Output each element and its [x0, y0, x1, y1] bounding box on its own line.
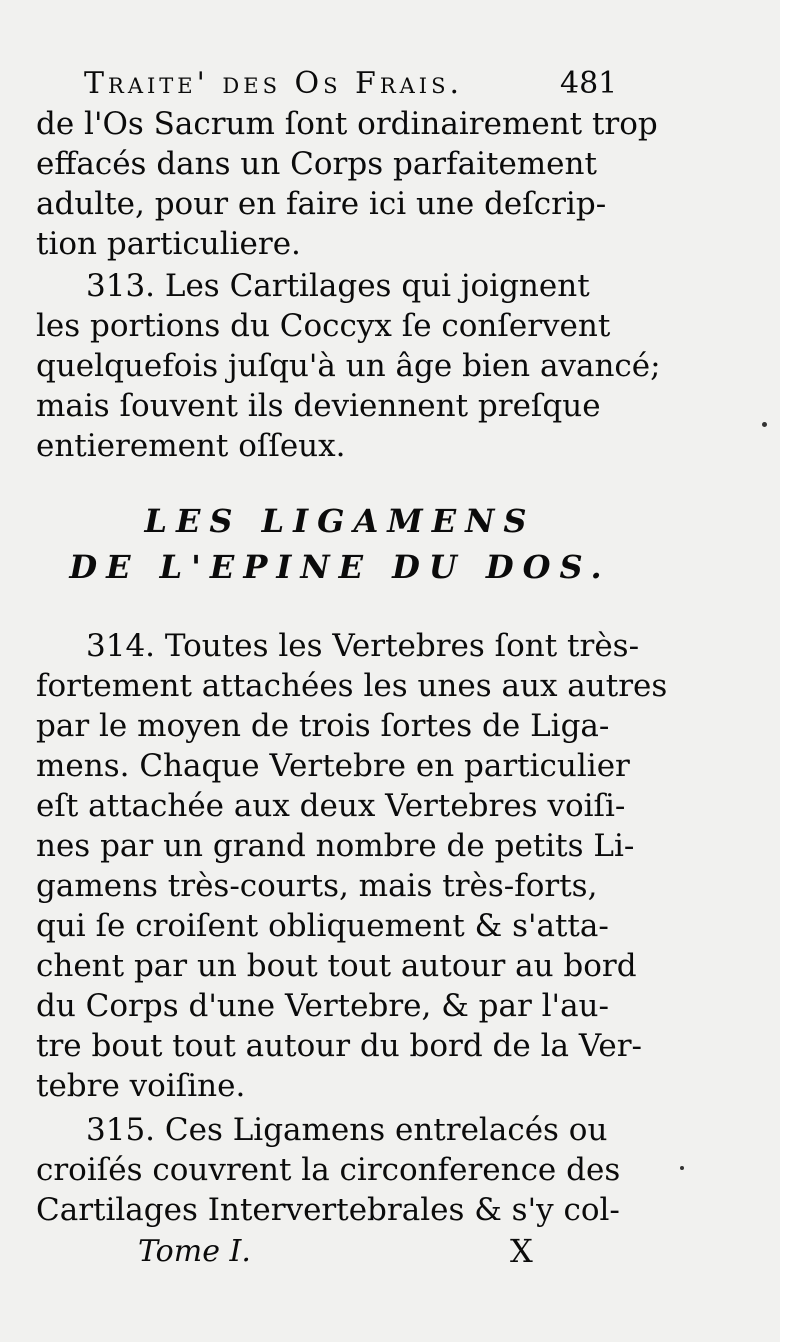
text-line: du Corps d'une Vertebre, & par l'au- — [36, 988, 610, 1024]
text-line: tebre voiſine. — [36, 1068, 246, 1104]
text-line: fortement attachées les unes aux autres — [36, 668, 668, 704]
paragraph-314 — [36, 626, 668, 1106]
text-line: adulte, pour en faire ici une deſcrip- — [36, 186, 607, 222]
text-line: par le moyen de trois ſortes de Liga- — [36, 708, 610, 744]
text-line: effacés dans un Corps parfaitement — [36, 146, 597, 182]
text-line: les portions du Coccyx ſe conſervent — [36, 308, 611, 344]
signature-mark: X — [510, 1232, 533, 1270]
text-line: chent par un bout tout autour au bord — [36, 948, 637, 984]
section-heading-line-1: LES LIGAMENS — [144, 502, 536, 540]
text-line: eſt attachée aux deux Vertebres voiſi- — [36, 788, 626, 824]
paragraph-312-end — [36, 104, 658, 264]
ink-speck — [762, 422, 767, 427]
text-line: qui ſe croiſent obliquement & s'atta- — [36, 908, 609, 944]
paragraph-315 — [36, 1110, 636, 1230]
text-line: tre bout tout autour du bord de la Ver- — [36, 1028, 643, 1064]
text-line: nes par un grand nombre de petits Li- — [36, 828, 635, 864]
running-head: Traite' des Os Frais. — [84, 66, 464, 101]
page-edge — [780, 0, 790, 1342]
text-line: entierement oſſeux. — [36, 428, 346, 464]
text-line: 313. Les Cartilages qui joignent — [86, 268, 590, 304]
page-number: 481 — [560, 66, 618, 101]
text-line: mais ſouvent ils deviennent preſque — [36, 388, 601, 424]
text-line: de l'Os Sacrum ſont ordinairement trop — [36, 106, 658, 142]
paragraph-313 — [36, 266, 661, 466]
ink-speck — [680, 1166, 684, 1170]
text-line: 314. Toutes les Vertebres ſont très- — [86, 628, 640, 664]
text-line: mens. Chaque Vertebre en particulier — [36, 748, 630, 784]
text-line: 315. Ces Ligamens entrelacés ou — [86, 1112, 608, 1148]
text-line: gamens très-courts, mais très-forts, — [36, 868, 598, 904]
section-heading-line-2: DE L'EPINE DU DOS. — [69, 548, 611, 586]
text-line: quelquefois juſqu'à un âge bien avancé; — [36, 348, 661, 384]
volume-marker: Tome I. — [138, 1234, 251, 1269]
text-line: croiſés couvrent la circonference des — [36, 1152, 621, 1188]
text-line: Cartilages Intervertebrales & s'y col- — [36, 1192, 620, 1228]
text-line: tion particuliere. — [36, 226, 301, 262]
